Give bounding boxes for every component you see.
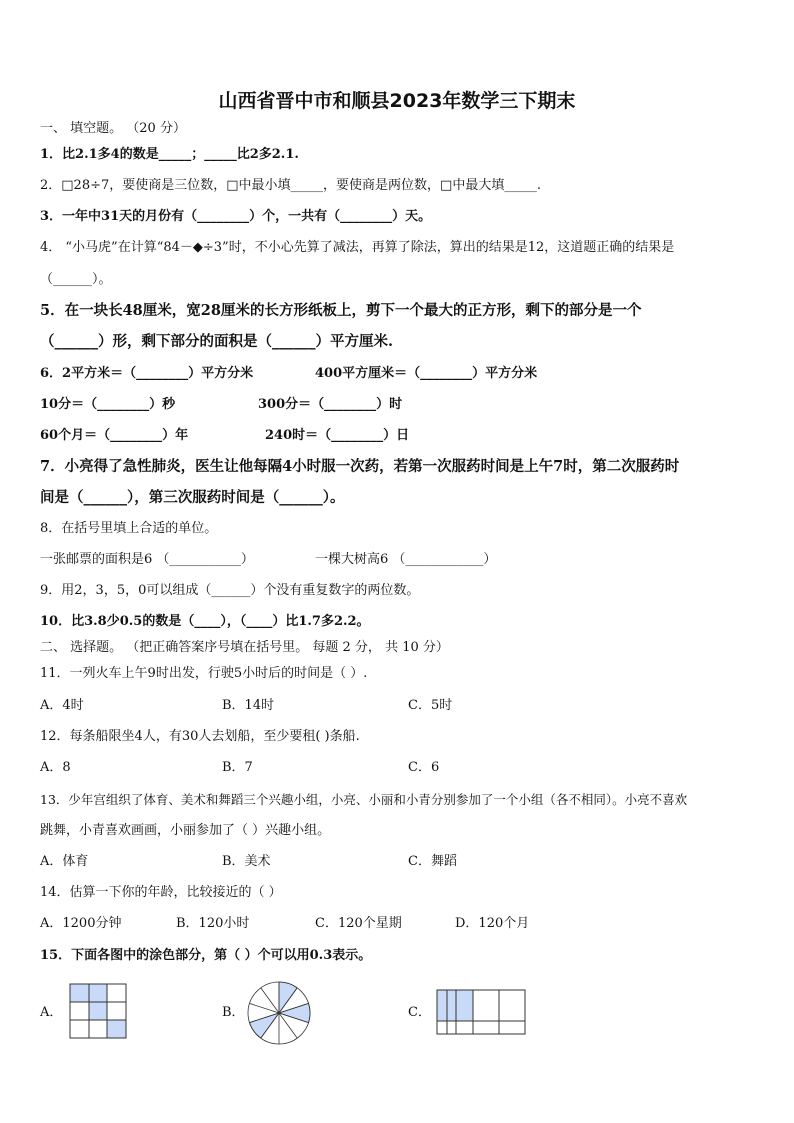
question-6-a: 6．2平方米＝（________）平方分米 — [40, 366, 254, 381]
section-2-heading: 二、 选择题。 （把正确答案序号填在括号里。 每题 2 分， 共 10 分） — [40, 640, 449, 655]
question-6-d: 300分＝（________）时 — [258, 397, 403, 412]
question-11-option-a: A．4时 — [40, 698, 84, 713]
question-5-line-2: （______）形，剩下部分的面积是（______）平方厘米. — [40, 333, 394, 350]
question-15-option-b: B． — [222, 1005, 245, 1020]
question-11-option-c: C．5时 — [408, 698, 453, 713]
question-13-option-b: B．美术 — [222, 854, 271, 869]
question-14-option-a: A．1200分钟 — [40, 916, 122, 931]
circle-figure-b — [246, 980, 312, 1046]
question-15-option-c: C． — [408, 1005, 431, 1020]
question-12: 12．每条船限坐4人，有30人去划船，至少要租( )条船. — [40, 729, 360, 744]
question-13-option-c: C．舞蹈 — [408, 854, 457, 869]
question-6-c: 10分＝（________）秒 — [40, 397, 176, 412]
question-12-option-a: A．8 — [40, 760, 71, 775]
question-11: 11．一列火车上午9时出发，行驶5小时后的时间是（ ）. — [40, 666, 368, 681]
question-12-option-c: C．6 — [408, 760, 440, 775]
question-4-line-1: 4． “小马虎”在计算“84－◆÷3”时，不小心先算了减法，再算了除法，算出的结果是12，这道题正确的结果是 — [40, 240, 675, 255]
question-14-option-d: D．120个月 — [455, 916, 530, 931]
question-11-option-b: B．14时 — [222, 698, 275, 713]
question-13-line-1: 13．少年宫组织了体育、美术和舞蹈三个兴趣小组，小亮、小丽和小青分别参加了一个小组（各不相同）。小亮不喜欢 — [40, 792, 688, 807]
question-7-line-1: 7．小亮得了急性肺炎，医生让他每隔4小时服一次药，若第一次服药时间是上午7时，第二次服药时 — [40, 458, 680, 475]
question-8: 8．在括号里填上合适的单位。 — [40, 521, 218, 536]
question-3: 3．一年中31天的月份有（________）个，一共有（________）天。 — [40, 209, 432, 224]
question-14-option-c: C．120个星期 — [315, 916, 402, 931]
grid-figure-a — [69, 983, 127, 1039]
question-9: 9．用2，3，5，0可以组成（______）个没有重复数字的两位数。 — [40, 583, 420, 598]
question-12-option-b: B．7 — [222, 760, 253, 775]
question-13-line-2: 跳舞，小青喜欢画画，小丽参加了（ ）兴趣小组。 — [40, 823, 331, 838]
question-15-option-a: A． — [40, 1005, 63, 1020]
question-6-b: 400平方厘米＝（________）平方分米 — [315, 366, 538, 381]
question-14-option-b: B．120小时 — [176, 916, 250, 931]
section-1-heading: 一、 填空题。 （20 分） — [40, 121, 186, 136]
question-13-option-a: A．体育 — [40, 854, 89, 869]
page-title: 山西省晋中市和顺县2023年数学三下期末 — [218, 90, 576, 112]
question-10: 10．比3.8少0.5的数是（____），（____）比1.7多2.2。 — [40, 614, 370, 629]
question-6-f: 240时＝（________）日 — [265, 428, 410, 443]
question-14: 14．估算一下你的年龄，比较接近的（ ） — [40, 885, 282, 900]
question-2: 2．□28÷7，要使商是三位数，□中最小填_____，要使商是两位数，□中最大填_____. — [40, 178, 541, 193]
question-7-line-2: 间是（______），第三次服药时间是（______）。 — [40, 489, 345, 506]
question-5-line-1: 5．在一块长48厘米，宽28厘米的长方形纸板上，剪下一个最大的正方形，剩下的部分是一个 — [40, 302, 642, 319]
question-8-b: 一棵大树高6 （____________） — [315, 552, 497, 567]
question-1: 1．比2.1多4的数是_____；_____比2多2.1. — [40, 147, 299, 162]
rectangle-figure-c — [435, 988, 527, 1036]
question-6-e: 60个月＝（________）年 — [40, 428, 189, 443]
question-15: 15．下面各图中的涂色部分，第（ ）个可以用0.3表示。 — [40, 948, 372, 963]
question-4-line-2: （______）。 — [40, 272, 112, 287]
question-8-a: 一张邮票的面积是6 （___________） — [40, 552, 254, 567]
